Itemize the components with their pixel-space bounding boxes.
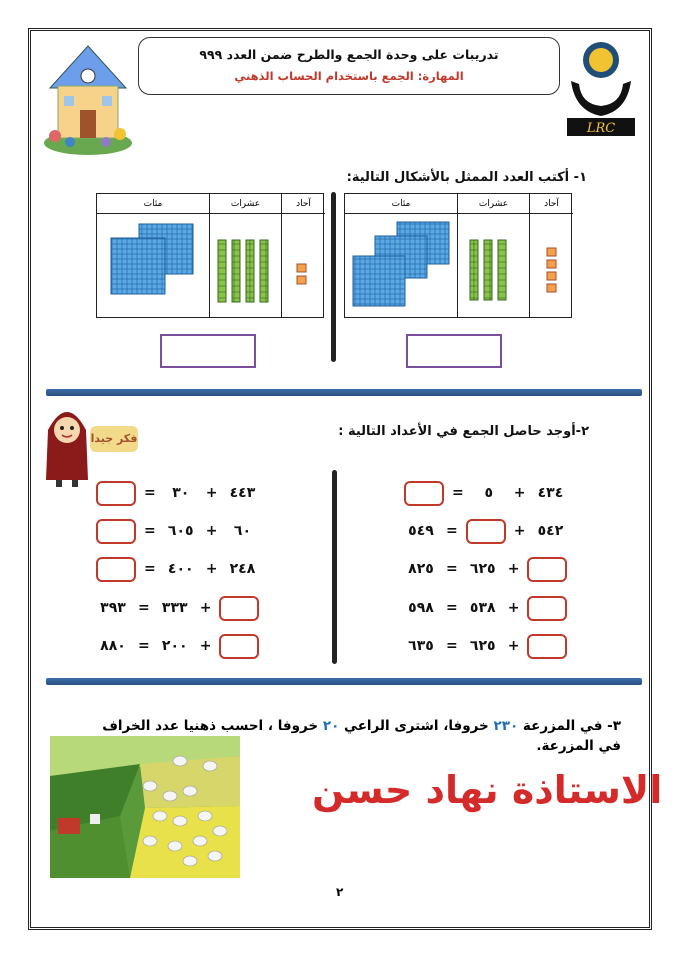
plus-sign: +	[205, 485, 218, 501]
col-hundreds: مئات	[97, 194, 209, 214]
col-ones: آحاد	[282, 194, 325, 214]
sum-answer-slot[interactable]	[96, 519, 136, 544]
addend-a-answer-slot[interactable]	[219, 596, 259, 621]
equals-sign: =	[138, 638, 150, 654]
section-divider-2	[46, 678, 642, 685]
hundreds-cell	[345, 194, 457, 318]
addend-b: ٢٠٠	[161, 638, 188, 654]
plus-sign: +	[507, 561, 520, 577]
q3-num1: ٢٣٠	[493, 718, 519, 734]
equals-sign: =	[446, 638, 458, 654]
addend-b: ٥	[484, 485, 493, 501]
sum-answer-slot[interactable]	[404, 481, 444, 506]
q1-answer-left[interactable]	[160, 334, 256, 368]
plus-sign: +	[199, 600, 212, 616]
sum: ٨٢٥	[408, 561, 434, 577]
tens-rods	[458, 214, 528, 314]
q2-title: ٢-أوجد حاصل الجمع في الأعداد التالية :	[338, 424, 589, 439]
equation-row	[96, 554, 259, 584]
addend-b: ٦٢٥	[469, 561, 496, 577]
col-tens: عشرات	[210, 194, 281, 214]
q1-table-left	[96, 193, 324, 318]
q1-answer-right[interactable]	[406, 334, 502, 368]
sum-answer-slot[interactable]	[96, 481, 136, 506]
ones-cell	[529, 194, 573, 318]
ones-cubes	[282, 214, 324, 314]
section-divider-1	[46, 389, 642, 396]
addend-a: ٦٠	[233, 523, 252, 539]
addend-b: ٦٠٥	[167, 523, 194, 539]
hundreds-cell	[97, 194, 209, 318]
plus-sign: +	[199, 638, 212, 654]
addend-a-answer-slot[interactable]	[527, 634, 567, 659]
sum: ٥٩٨	[408, 600, 434, 616]
addend-b: ٣٣٣	[161, 600, 188, 616]
equals-sign: =	[446, 600, 458, 616]
q3-num2: ٢٠	[322, 718, 340, 734]
equals-sign: =	[452, 485, 464, 501]
addend-a: ٢٤٨	[229, 561, 256, 577]
q1-title: ١- أكتب العدد الممثل بالأشكال التالية:	[346, 170, 587, 185]
equation-row	[96, 478, 259, 508]
addend-b: ٦٢٥	[469, 638, 496, 654]
q3-part3: خروفا ، احسب ذهنيا عدد الخراف في المزرعة.	[102, 718, 621, 754]
q1-table-right	[344, 193, 572, 318]
addend-a-answer-slot[interactable]	[527, 557, 567, 582]
addend-a: ٥٤٢	[537, 523, 564, 539]
equation-row	[96, 631, 259, 661]
hundreds-blocks	[97, 214, 207, 314]
addend-b: ٣٠	[172, 485, 190, 501]
addend-a-answer-slot[interactable]	[527, 596, 567, 621]
equation-row	[404, 554, 567, 584]
worksheet-title: تدريبات على وحدة الجمع والطرح ضمن العدد ٩٩٩	[199, 47, 499, 62]
addend-b-answer-slot[interactable]	[466, 519, 506, 544]
q3-part1: ٣- في المزرعة	[522, 718, 621, 734]
equals-sign: =	[144, 561, 156, 577]
plus-sign: +	[513, 485, 526, 501]
equation-row	[404, 593, 567, 623]
hundreds-blocks	[345, 214, 455, 314]
sum: ٣٩٣	[100, 600, 126, 616]
school-house-illustration	[40, 38, 135, 156]
sum: ٨٨٠	[100, 638, 126, 654]
plus-sign: +	[513, 523, 526, 539]
equation-row	[96, 593, 259, 623]
sum: ٥٤٩	[408, 523, 434, 539]
equation-row	[404, 631, 567, 661]
q1-divider	[331, 192, 336, 362]
q2-divider	[332, 470, 337, 664]
page-number: ٢	[336, 885, 344, 899]
equals-sign: =	[144, 485, 156, 501]
logo-text: LRC	[586, 121, 616, 136]
ones-cell	[281, 194, 325, 318]
addend-a: ٤٣٤	[537, 485, 564, 501]
tens-cell	[457, 194, 529, 318]
equals-sign: =	[144, 523, 156, 539]
equation-row	[404, 516, 567, 546]
skill-subtitle: المهارة: الجمع باستخدام الحساب الذهني	[234, 69, 464, 83]
sum: ٦٣٥	[408, 638, 434, 654]
think-well-badge: فكر جيدا	[90, 426, 138, 452]
equation-row	[96, 516, 259, 546]
equals-sign: =	[446, 561, 458, 577]
ones-cubes	[530, 214, 572, 314]
header-box	[138, 37, 560, 95]
plus-sign: +	[507, 600, 520, 616]
q3-part2: خروفا، اشترى الراعي	[344, 718, 489, 734]
plus-sign: +	[205, 523, 218, 539]
tens-cell	[209, 194, 281, 318]
addend-b: ٥٣٨	[469, 600, 496, 616]
addend-a-answer-slot[interactable]	[219, 634, 259, 659]
thinking-girl-illustration	[42, 400, 92, 488]
plus-sign: +	[507, 638, 520, 654]
sum-answer-slot[interactable]	[96, 557, 136, 582]
equals-sign: =	[446, 523, 458, 539]
addend-b: ٤٠٠	[167, 561, 194, 577]
col-tens: عشرات	[458, 194, 529, 214]
tens-rods	[210, 214, 280, 314]
lrc-logo	[565, 36, 637, 138]
addend-a: ٤٤٣	[229, 485, 256, 501]
col-hundreds: مئات	[345, 194, 457, 214]
col-ones: آحاد	[530, 194, 573, 214]
equation-row	[404, 478, 567, 508]
teacher-name: الاستاذة نهاد حسن	[312, 768, 663, 812]
plus-sign: +	[205, 561, 218, 577]
farm-illustration	[50, 736, 240, 878]
equals-sign: =	[138, 600, 150, 616]
